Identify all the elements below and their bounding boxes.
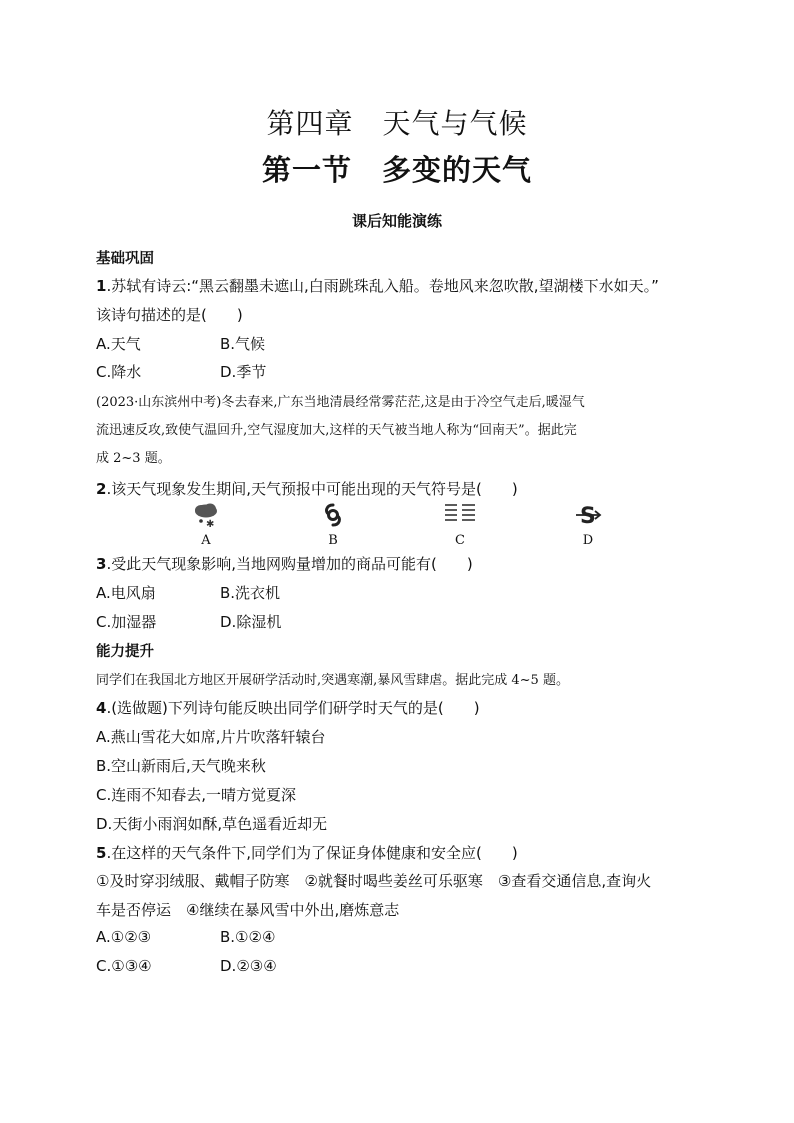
question-5-text: .在这样的天气条件下,同学们为了保证身体健康和安全应( ) [106, 844, 518, 862]
question-3-option-d: D.除湿机 [220, 613, 282, 631]
question-5-option-c: C.①③④ [96, 957, 152, 975]
section-title: 第一节 多变的天气 [261, 153, 532, 187]
question-5-stem-line1: ①及时穿羽绒服、戴帽子防寒 ②就餐时喝些姜丝可乐驱寒 ③查看交通信息,查询火 [96, 872, 652, 890]
question-4-option-d: D.天街小雨润如酥,草色遥看近却无 [96, 815, 328, 833]
question-5-option-a: A.①②③ [96, 928, 152, 946]
question-1-option-d: D.季节 [220, 363, 267, 381]
question-3-option-c: C.加湿器 [96, 613, 157, 631]
question-3-number: 3 [96, 555, 107, 573]
question-1-line2: 该诗句描述的是( ) [96, 306, 243, 324]
chapter-title: 第四章 天气与气候 [266, 107, 528, 140]
question-3-option-b: B.洗衣机 [220, 584, 281, 602]
question-5-stem-line2: 车是否停运 ④继续在暴风雪中外出,磨炼意志 [96, 901, 400, 919]
question-5 [96, 842, 518, 863]
svg-text:✱: ✱ [206, 519, 215, 528]
question-1-line1 [96, 275, 659, 296]
svg-text:S: S [580, 504, 596, 528]
basics-heading: 基础巩固 [96, 251, 154, 267]
question-2-number: 2 [96, 480, 107, 498]
question-2-text: .该天气现象发生期间,天气预报中可能出现的天气符号是( ) [106, 480, 518, 498]
question-4-option-c: C.连雨不知春去,一晴方觉夏深 [96, 786, 297, 804]
context-2-3-line3: 成 2~3 题。 [96, 451, 171, 466]
fog-icon [440, 502, 480, 528]
question-4-option-a: A.燕山雪花大如席,片片吹落轩辕台 [96, 728, 326, 746]
advanced-heading: 能力提升 [96, 644, 154, 660]
question-5-option-b: B.①②④ [220, 928, 276, 946]
question-3 [96, 553, 473, 574]
context-2-3-line2: 流迅速反攻,致使气温回升,空气湿度加大,这样的天气被当地人称为“回南天”。据此完 [96, 423, 577, 438]
sandstorm-icon [568, 502, 608, 532]
symbol-label-a: A [201, 533, 211, 548]
question-4-option-b: B.空山新雨后,天气晚来秋 [96, 757, 266, 775]
question-1-number: 1 [96, 277, 107, 295]
question-3-option-a: A.电风扇 [96, 584, 156, 602]
question-5-number: 5 [96, 844, 107, 862]
question-4 [96, 697, 480, 718]
symbol-label-d: D [582, 533, 594, 548]
question-2 [96, 478, 518, 499]
question-1-option-c: C.降水 [96, 363, 142, 381]
exercise-subtitle: 课后知能演练 [351, 212, 442, 230]
question-4-number: 4 [96, 699, 107, 717]
question-1-option-b: B.气候 [220, 335, 266, 353]
question-1-option-a: A.天气 [96, 335, 141, 353]
question-4-text: .(选做题)下列诗句能反映出同学们研学时天气的是( ) [106, 699, 480, 717]
rain-snow-cloud-icon [186, 502, 226, 532]
question-1-text: .苏轼有诗云:“黑云翻墨未遮山,白雨跳珠乱入船。卷地风来忽吹散,望湖楼下水如天。” [106, 277, 659, 295]
question-5-option-d: D.②③④ [220, 957, 277, 975]
context-4-5: 同学们在我国北方地区开展研学活动时,突遇寒潮,暴风雪肆虐。据此完成 4~5 题。 [96, 673, 569, 688]
context-2-3-line1: (2023·山东滨州中考)冬去春来,广东当地清晨经常雾茫茫,这是由于冷空气走后,暖湿气 [96, 395, 585, 410]
symbol-label-b: B [328, 533, 338, 548]
typhoon-icon [313, 502, 353, 532]
symbol-label-c: C [455, 533, 465, 548]
question-3-text: .受此天气现象影响,当地网购量增加的商品可能有( ) [106, 555, 473, 573]
